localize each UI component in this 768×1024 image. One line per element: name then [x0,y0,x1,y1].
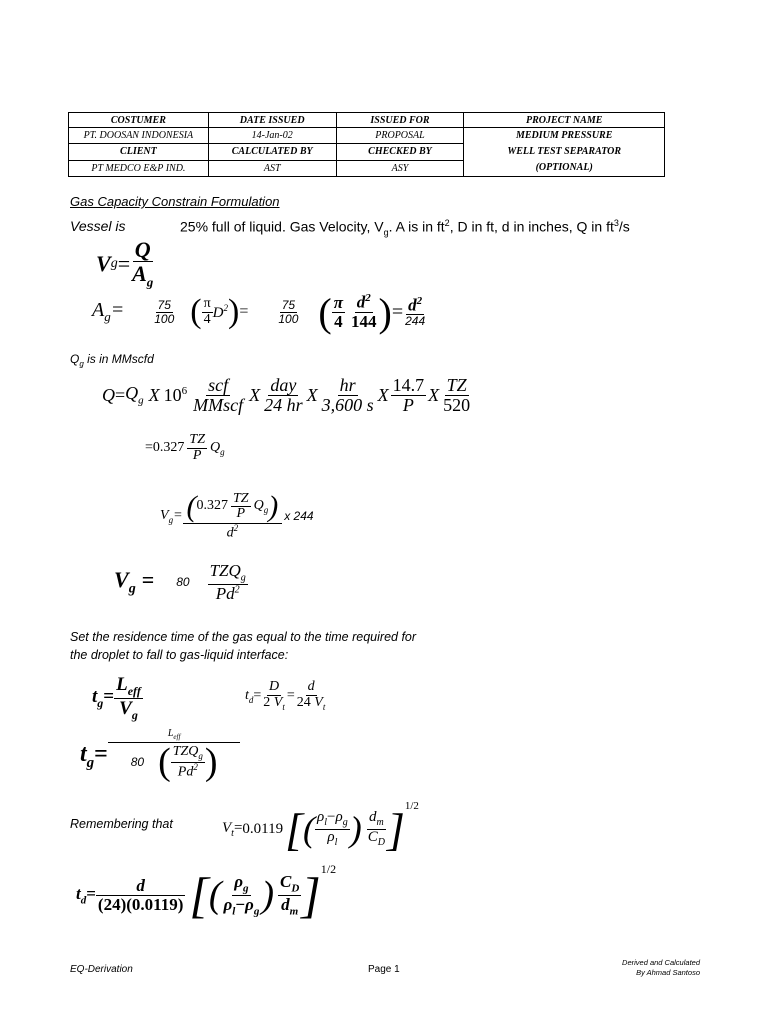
eq-ag-4a: 4 [203,311,211,327]
eq-q-conversion: Q = $Q_g$ X $10^6$ $\frac{\text{scf}}{\text{MMscf}}$ X $\frac{\text{day}}{24 hr}$ X $\frac{hr}{3,600 s}$ X $\frac{14.7}{P}$ X $\frac{TZ}{520}$ [102,374,471,415]
eq-q-24hr: 24 hr [264,394,303,415]
eq-tdf-exp: 1/2 [320,862,337,876]
vessel-sub-g: g [383,227,389,238]
project-name-line2: WELL TEST SEPARATOR [507,146,622,157]
eq-ag-100a: 100 [154,311,175,326]
eq-q-simplified: = 0.327 $\frac{TZ}{P}$ $Q_g$ [145,431,225,463]
eq-vt-exp: 1/2 [404,800,419,812]
vessel-rest3: /s [618,218,630,235]
eq-td-24: 24 [296,694,311,710]
eq-vgd-0327: 0.327 [196,498,229,514]
section-title: Gas Capacity Constrain Formulation [70,194,280,209]
eq-q-day: day [270,374,297,395]
eq-ag-244: 244 [405,314,426,329]
eq-q-p: P [402,394,414,415]
eq-qs-p: P [192,447,202,463]
residence-text-line2: the droplet to fall to gas-liquid interface: [70,648,289,662]
eq-q-mmscf: MMscf [193,394,244,415]
header-table [68,112,665,177]
eq-q-exp6: 6 [181,384,188,397]
client-value: PT MEDCO E&P IND. [69,160,209,176]
eq-ag-75b: 75 [281,297,296,312]
vessel-sup2: 2 [444,218,450,228]
header-project-name: PROJECT NAME [464,113,665,128]
header-date-issued: DATE ISSUED [208,113,336,128]
eq-vgd-tz: TZ [233,490,249,506]
issued-for-value: PROPOSAL [336,128,464,144]
qg-units-line [70,352,154,368]
eq-ag-75a: 75 [157,297,171,312]
header-calculated-by: CALCULATED BY [208,144,336,160]
footer-page: Page 1 [368,964,400,975]
eq-tge-80: 80 [130,755,145,770]
qg-sub: g [79,359,84,369]
vessel-label: Vessel is [70,218,126,234]
eq-q-147: 14.7 [392,374,425,395]
eq-tdf-0119: 0.0119 [131,894,178,914]
eq-vt: $V_t=$ 0.0119 [ ( $\frac{\rho_l-\rho_g}{\rho_l}$ ) $\frac{d_m}{C_D}$ ] $^{1/2}$ [222,800,419,855]
eq-vgd-x244: x 244 [284,509,314,523]
eq-qs-0327: 0.327 [152,440,185,455]
eq-vgf-80: 80 [176,575,190,589]
qg-q: Q [70,352,80,366]
eq-vg-final: $V_g$ = 80 $\frac{TZQ_g}{Pd^2}$ [114,560,246,603]
project-name-value [464,128,665,177]
eq-qs-tz: TZ [189,431,205,447]
vessel-sup3: 3 [613,218,619,228]
eq-vgd-p: P [236,506,246,522]
vessel-description [180,218,630,237]
project-name-line1: MEDIUM PRESSURE [515,130,613,141]
eq-td-final: $t_d=$ $\frac{d}{(24)(0.0119)}$ [ ( $\frac{\rho_g}{\rho_l-\rho_g}$ ) $\frac{C_D}{d_m}$ ] $^{1/2}$ [76,862,337,923]
header-client: CLIENT [69,144,209,160]
eq-q-520: 520 [443,394,471,415]
eq-ag: $A_g=$ $\frac{75}{100}$ ( $\frac{\pi}{4}$ $D^2$ ) = $\frac{75}{100}$ ( $\frac{\pi}{4}$ $\frac{d^2}{144}$ ) = $\frac{d^2}{244}$ [92,289,426,335]
remembering-label: Remembering that [70,817,173,831]
qg-rest: is in MMscfd [83,352,154,366]
checked-by-value: ASY [336,160,464,176]
eq-q-hr: hr [339,374,356,395]
eq-q-scf: scf [208,374,229,395]
vessel-text: 25% full of liquid. Gas Velocity, V [180,218,384,235]
eq-ag-144: 144 [351,311,377,331]
eq-ag-100b: 100 [278,311,299,326]
eq-tg-leff: $t_g=$ $\frac{L_{eff}}{V_g}$ [92,674,141,722]
footer-left: EQ-Derivation [70,964,133,975]
header-checked-by: CHECKED BY [336,144,464,160]
costumer-value: PT. DOOSAN INDONESIA [69,128,209,144]
eq-q-3600s: 3,600 s [321,394,374,415]
eq-vt-0119: 0.0119 [242,820,284,837]
eq-td-def: $t_d=$ $\frac{D}{2 V_t}$ = $\frac{d}{24 V_t}$ [245,679,326,712]
vessel-rest1: . A is in ft [388,218,445,235]
eq-q-tz: TZ [446,374,467,395]
footer-right-line2: By Ahmad Santoso [636,968,700,977]
date-issued-value: 14-Jan-02 [208,128,336,144]
calculated-by-value: AST [208,160,336,176]
eq-vg-derived: $V_g=$ ( 0.327 $\frac{TZ}{P}$ $Q_g$ ) $d^2$ x 244 [160,490,314,541]
footer-right-line1: Derived and Calculated [622,958,700,967]
vessel-rest2: , D in ft, d in inches, Q in ft [449,218,614,235]
project-name-line3: (OPTIONAL) [535,162,593,173]
eq-vg-q-over-ag: V g = $\frac{Q}{A_g}$ [96,237,154,290]
residence-text-line1: Set the residence time of the gas equal to the time required for [70,630,417,644]
eq-ag-4b: 4 [334,311,343,331]
header-issued-for: ISSUED FOR [336,113,464,128]
eq-tg-expanded: $t_g=$ $L_{eff}$ 80 ( $\frac{TZQ_g}{Pd^2}$ ) [80,718,240,794]
eq-q-10: 10 [163,384,182,405]
header-costumer: COSTUMER [69,113,209,128]
eq-tdf-24: 24 [103,894,121,914]
